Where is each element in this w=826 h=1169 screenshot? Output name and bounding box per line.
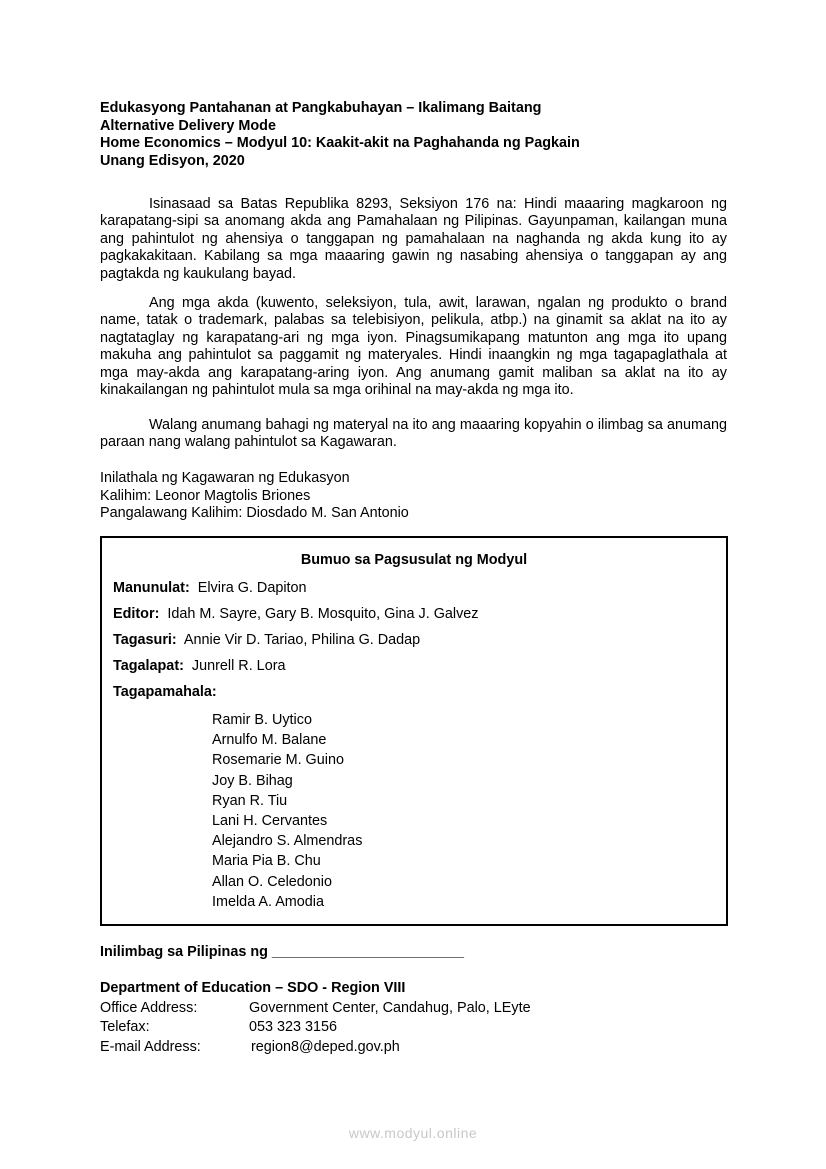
module-title: Home Economics – Modyul 10: Kaakit-akit na Paghahanda ng Pagkain [100, 135, 580, 151]
printed-in-line: Inilimbag sa Pilipinas ng ________________________ [100, 944, 465, 960]
credit-label: Tagasuri: [113, 632, 177, 648]
edition: Unang Edisyon, 2020 [100, 152, 245, 169]
credits-box [100, 536, 728, 926]
contact-value: 053 323 3156 [249, 1019, 338, 1035]
contact-value: region8@deped.gov.ph [251, 1038, 400, 1055]
publisher-line: Inilathala ng Kagawaran ng Edukasyon [100, 470, 350, 486]
subject-title: Edukasyong Pantahanan at Pangkabuhayan – Ikalimang Baitang [100, 100, 542, 116]
credit-label: Manunulat: [113, 580, 190, 596]
contact-key: E-mail Address: [100, 1038, 201, 1055]
list-item: Arnulfo M. Balane [212, 732, 327, 749]
credit-label: Editor: [113, 606, 160, 622]
deped-title: Department of Education – SDO - Region VIII [100, 980, 406, 996]
list-item: Maria Pia B. Chu [212, 853, 321, 870]
list-item: Imelda A. Amodia [212, 893, 324, 910]
delivery-mode: Alternative Delivery Mode [100, 117, 276, 134]
credit-writer [113, 580, 307, 596]
management-list [212, 710, 362, 912]
list-item: Rosemarie M. Guino [212, 752, 344, 769]
contact-row-telefax [100, 1018, 531, 1038]
deped-contact-block [100, 979, 531, 1057]
contact-row-office [100, 999, 531, 1019]
list-item: Joy B. Bihag [212, 772, 293, 789]
credit-editor [113, 606, 479, 622]
copyright-paragraph-1: Isinasaad sa Batas Republika 8293, Seksiyon 176 na: Hindi maaaring magkaroon ng karapatang-sipi sa anomang akda ang Pamahalaan ng Pilipinas. Gayunpaman, kailangan muna ang pahintulot ng ahensiya o tanggapan ng pamahalaan na naghanda ng akda kung ito ay pagkakakitaan. Kabilang sa mga maaaring gawin ng nasabing ahensiya o tanggapan ay ang pagtakda ng kaukulang bayad. [100, 196, 727, 282]
credit-value: Junrell R. Lora [191, 658, 286, 674]
contact-key: Telefax: [100, 1019, 150, 1035]
credit-value: Idah M. Sayre, Gary B. Mosquito, Gina J. Galvez [167, 606, 479, 622]
list-item: Ramir B. Uytico [212, 712, 312, 728]
publisher-info [100, 470, 409, 523]
contact-key: Office Address: [100, 999, 198, 1016]
credit-label: Tagapamahala: [113, 684, 217, 700]
copyright-paragraph-3: Walang anumang bahagi ng materyal na ito ang maaaring kopyahin o ilimbag sa anumang paraan nang walang pahintulot sa Kagawaran. [100, 417, 727, 451]
credit-reviewer [113, 632, 420, 648]
credit-value: Elvira G. Dapiton [197, 580, 307, 596]
list-item: Ryan R. Tiu [212, 792, 288, 809]
list-item: Allan O. Celedonio [212, 873, 332, 890]
credits-box-title: Bumuo sa Pagsusulat ng Modyul [300, 552, 528, 568]
watermark: www.modyul.online [348, 1125, 478, 1141]
copyright-paragraph-2: Ang mga akda (kuwento, seleksiyon, tula, awit, larawan, ngalan ng produkto o brand name, tatak o trademark, palabas sa telebisiyon, pelikula, atbp.) na ginamit sa aklat na ito ay nagtataglay ng karapatang-ari ng mga iyon. Pinagsumikapang matunton ang mga ito upang makuha ang pahintulot sa paggamit ng materyales. Hindi inaangkin ng mga tagapaglathala at mga may-akda ang karapatang-aring iyon. Ang anumang gamit maliban sa aklat na ito ay kinakailangan ng pahintulot mula sa mga orihinal na may-akda ng mga ito. [100, 295, 727, 399]
credit-label: Tagalapat: [113, 658, 184, 674]
list-item: Alejandro S. Almendras [212, 833, 363, 850]
contact-value: Government Center, Candahug, Palo, LEyte [249, 999, 531, 1016]
secretary-line: Kalihim: Leonor Magtolis Briones [100, 487, 311, 504]
credit-value: Annie Vir D. Tariao, Philina G. Dadap [183, 632, 421, 648]
contact-row-email [100, 1038, 531, 1058]
list-item: Lani H. Cervantes [212, 813, 328, 830]
document-header [100, 100, 740, 170]
credit-management [113, 684, 217, 700]
credit-layout-artist [113, 658, 286, 674]
undersecretary-line: Pangalawang Kalihim: Diosdado M. San Antonio [100, 505, 409, 521]
